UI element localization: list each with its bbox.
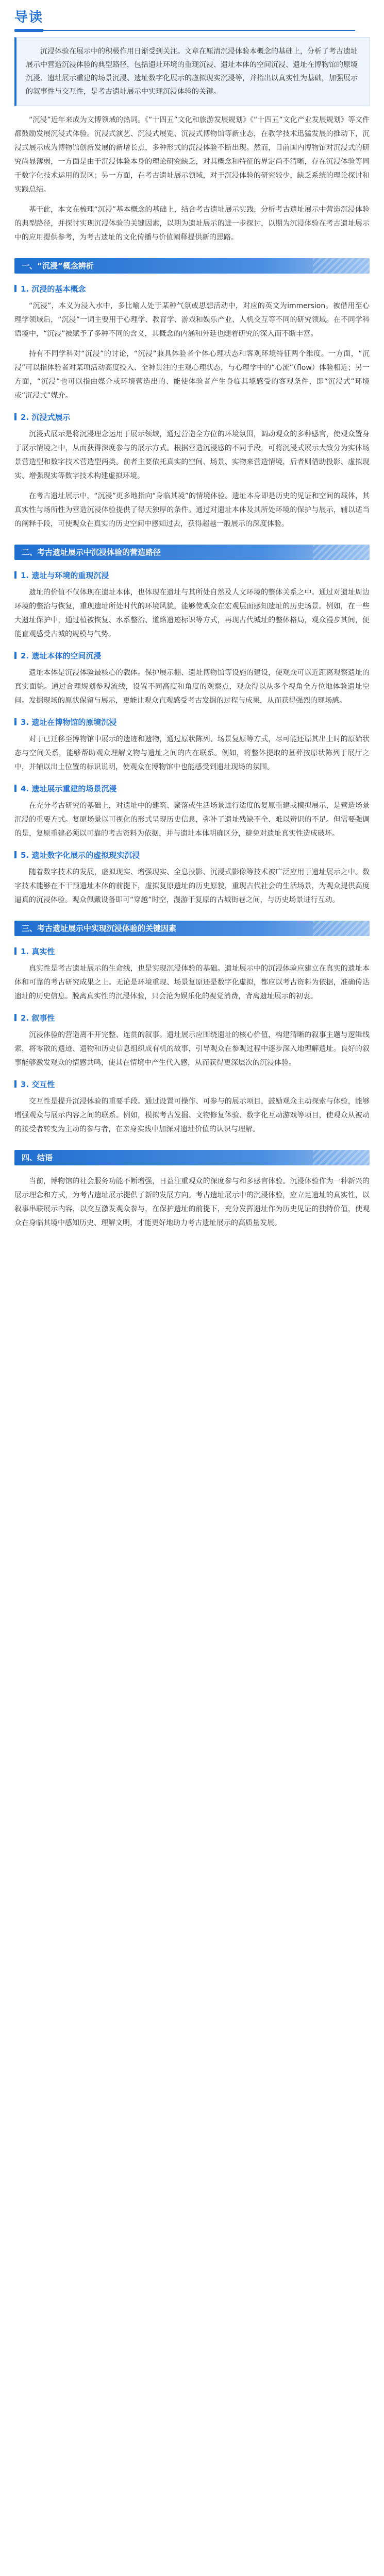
body-paragraph: 在充分考古研究的基础上，对遗址中的建筑、聚落或生活场景进行适度的复原重建或模拟展示，是营造场景沉浸的重要方式。复原场景以可视化的形式呈现历史信息，弥补了遗址残缺不全、难以辨识的不足。但需要强调的是，复原重建必须以可靠的考古资料为依据，并与遗址本体明确区分，避免对遗址真实性造成破坏。 [14,802,370,838]
body-paragraph: 在考古遗址展示中，“沉浸”更多地指向“身临其境”的情境体验。遗址本身即是历史的见证和空间的载体，其真实性与场所性为营造沉浸体验提供了得天独厚的条件。通过对遗址本体及其所处环境的保护与展示，辅以适当的阐释手段，可使观众在真实的历史空间中感知过去，获得超越一般展示的深度体验。 [14,492,370,528]
sub-heading [14,1012,370,1024]
heading-bar [14,413,16,420]
sub-heading [14,1078,370,1091]
guide-header [14,7,370,34]
sub-heading-text: 3. 遗址在博物馆的原境沉浸 [21,718,117,727]
heading-bar [14,652,16,659]
sub-heading [14,650,370,662]
sub-heading-text: 2. 遗址本体的空间沉浸 [21,651,102,660]
heading-bar [14,785,16,792]
intro-paragraph: 基于此，本文在梳理“沉浸”基本概念的基础上，结合考古遗址展示实践，分析考古遗址展示中营造沉浸体验的典型路径，并探讨实现沉浸体验的关键因素，以期为遗址展示的进一步探讨，以期为沉浸体验在考古遗址展示中的应用提供参考，为考古遗址的文化传播与价值阐释提供新的思路。 [14,206,370,242]
sub-heading-text: 2. 叙事性 [21,1013,55,1023]
body-paragraph: 沉浸式展示是将沉浸理念运用于展示领域，通过营造全方位的环境氛围，调动观众的多种感官，使观众置身于展示情境之中，从而获得深度参与的展示方式。根据营造沉浸感的不同手段，可将沉浸式展示大致分为实体场景营造型和数字技术营造型两类。前者主要依托真实的空间、场景、实物来营造情境，后者则借助投影、虚拟现实、增强现实等数字技术构建虚拟环境。 [14,430,370,480]
body-paragraph: “沉浸”，本义为浸入水中，多比喻人处于某种气氛或思想活动中，对应的英文为immersion。被借用至心理学领域后，“沉浸”一词主要用于心理学、教育学、游戏和娱乐产业、人机交互等不同的研究领域。在不同学科语境中，“沉浸”被赋予了多种不同的含义，其概念的内涵和外延也随着研究的深入而不断丰富。 [14,302,370,338]
body-paragraph: 遗址的价值不仅体现在遗址本体，也体现在遗址与其所处自然及人文环境的整体关系之中。通过对遗址周边环境的整治与恢复，重现遗址所处时代的环境风貌，能够使观众在宏观层面感知遗址的历史场景。例如，在一些大遗址保护中，通过植被恢复、水系整治、道路遗迹标识等方式，再现古代城址的整体格局，观众漫步其间，便能直观感受古城的规模与气势。 [14,588,370,638]
heading-bar [14,571,16,579]
heading-bar [14,947,16,955]
sub-heading-text: 4. 遗址展示重建的场景沉浸 [21,784,117,793]
body-paragraph: 当前，博物馆的社会服务功能不断增强，日益注重观众的深度参与和多感官体验。沉浸体验作为一种新兴的展示理念和方式，为考古遗址展示提供了新的发展方向。考古遗址展示中的沉浸体验，应立足遗址的真实性，以叙事串联展示内容，以交互激发观众参与，在保护遗址的前提下，充分发挥遗址作为历史见证的独特价值，使观众在身临其境中感知历史、理解文明，才能更好地助力考古遗址展示的高质量发展。 [14,1177,370,1227]
section-banner: 二、考古遗址展示中沉浸体验的营造路径 [14,545,370,560]
sub-heading-text: 1. 遗址与环境的重现沉浸 [21,571,109,580]
lead-box: 沉浸体验在展示中的积极作用日渐受到关注。文章在厘清沉浸体验本概念的基础上，分析了考古遗址展示中营造沉浸体验的典型路径，包括遗址环境的重现沉浸、遗址本体的空间沉浸、遗址在博物馆的原境沉浸、遗址展示重建的场景沉浸、遗址数字化展示的虚拟现实沉浸等，并指出以真实性为基础，加强展示的叙事性与交互性，是考古遗址展示中实现沉浸体验的关键。 [14,37,370,106]
body-paragraph: 交互性是提升沉浸体验的重要手段。通过设置可操作、可参与的展示项目，鼓励观众主动探索与体验，能够增强观众与展示内容之间的联系。例如，模拟考古发掘、文物修复体验、数字化互动游戏等项目，使观众从被动的接受者转变为主动的参与者，在亲身实践中加深对遗址价值的认识与理解。 [14,1097,370,1133]
body-paragraph: 沉浸体验的营造离不开完整、连贯的叙事。遗址展示应围绕遗址的核心价值，构建清晰的叙事主题与逻辑线索，将零散的遗迹、遗物和历史信息组织成有机的故事，引导观众在参观过程中逐步深入地理解遗址。良好的叙事能够激发观众的情感共鸣，使其在情境中产生代入感，从而获得更深层次的沉浸体验。 [14,1031,370,1067]
section-banner: 四、结语 [14,1150,370,1165]
sub-heading [14,569,370,582]
sub-heading [14,945,370,958]
sub-heading [14,783,370,795]
sub-heading [14,411,370,423]
sub-heading [14,716,370,728]
article [0,0,384,1257]
sub-heading-text: 1. 沉浸的基本概念 [21,284,86,294]
body-paragraph: 真实性是考古遗址展示的生命线，也是实现沉浸体验的基础。遗址展示中的沉浸体验应建立在真实的遗址本体和可靠的考古研究成果之上。无论是环境重现、场景复原还是数字化虚拟，都应以考古资料为依据，准确传达遗址的历史信息。脱离真实性的沉浸体验，只会沦为娱乐化的视觉消费，背离遗址展示的初衷。 [14,964,370,1001]
sub-heading [14,849,370,861]
sub-heading-text: 1. 真实性 [21,947,55,956]
heading-bar [14,1080,16,1088]
heading-bar [14,285,16,292]
heading-bar [14,851,16,858]
body-paragraph: 随着数字技术的发展，虚拟现实、增强现实、全息投影、沉浸式影像等技术被广泛应用于遗址展示之中。数字技术能够在不干预遗址本体的前提下，虚拟复原遗址的历史原貌，重现古代社会的生活场景，为观众提供高度逼真的沉浸体验。观众佩戴设备即可“穿越”时空，漫游于复原的古城街巷之间，与历史场景进行互动。 [14,868,370,904]
sub-heading-text: 5. 遗址数字化展示的虚拟现实沉浸 [21,851,140,860]
body-paragraph: 遗址本体是沉浸体验最核心的载体。保护展示棚、遗址博物馆等设施的建设，使观众可以近距离观察遗址的真实面貌。通过合理规划参观流线，设置不同高度和角度的观察点，观众得以从多个视角全方位地体验遗址空间。发掘现场的原状保留与展示，更能让观众直观感受考古发掘的过程与成果，从而获得强烈的现场感。 [14,669,370,705]
section-banner: 一、“沉浸”概念辨析 [14,258,370,274]
guide-title: 导读 [14,10,44,25]
sub-heading [14,283,370,295]
guide-underline [14,30,355,31]
intro-paragraph: “沉浸”近年来成为文博领域的热词。《“十四五”文化和旅游发展规划》《“十四五”文化产业发展规划》等文件都鼓励发展沉浸式体验。沉浸式演艺、沉浸式展览、沉浸式博物馆等新业态，在教学技术迅猛发展的推动下，沉浸式展示成为博物馆创新发展的新增长点，多种形式的沉浸体验不断出现。然而，目前国内博物馆对沉浸式的研究尚显薄弱，一方面是由于沉浸体验本身的理论研究缺乏，对其概念和特征的界定尚不清晰，存在沉浸体验等同于数字化技术运用的误区；另一方面，在考古遗址展示领域，对于沉浸体验的研究较少，缺乏系统的理论探讨和实践总结。 [14,116,370,194]
body-paragraph: 持有不同学科对“沉浸”的讨论，“沉浸”兼具体验者个体心理状态和客观环境特征两个维度。一方面，“沉浸”可以指体验者对某项活动高度投入、全神贯注的主观心理状态，与心理学中的“心流”（flow）体验相近；另一方面，“沉浸”也可以指由媒介或环境营造出的、能使体验者产生身临其境感受的客观条件，即“沉浸式”环境或“沉浸式”媒介。 [14,350,370,400]
sub-heading-text: 3. 交互性 [21,1080,55,1089]
heading-bar [14,1014,16,1021]
top-bar [14,0,370,5]
body-paragraph: 对于已迁移至博物馆中展示的遗迹和遗物，通过原状陈列、场景复原等方式，尽可能还原其出土时的原始状态与空间关系，能够帮助观众理解文物与遗址之间的内在联系。例如，将整体提取的墓葬按原状陈列于展厅之中，并辅以出土位置的标识说明，使观众在博物馆中也能感受到遗址现场的氛围。 [14,735,370,771]
section-banner: 三、考古遗址展示中实现沉浸体验的关键因素 [14,921,370,936]
heading-bar [14,718,16,725]
sub-heading-text: 2. 沉浸式展示 [21,413,71,422]
